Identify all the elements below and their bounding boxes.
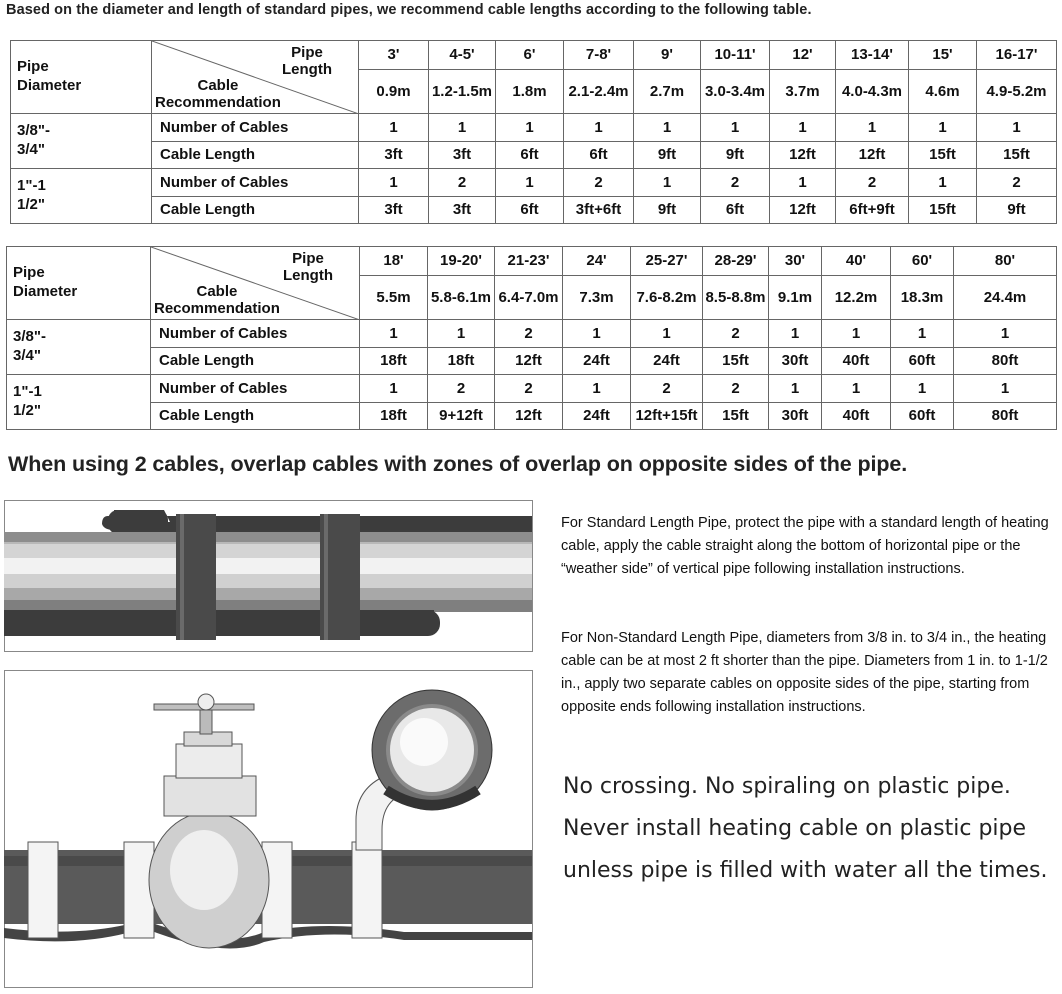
nonstandard-length-text: For Non-Standard Length Pipe, diameters from 3/8 in. to 3/4 in., the heating cable can be at most 2 ft shorter than the pipe. Diameters from 1 in. to 1-1/2 in., apply two separate cables on opposite sides of the pipe, starting from opposite ends following installation instructions.	[561, 630, 1048, 715]
cable-recommendation-cell: 2.7m	[634, 70, 701, 114]
valve-pipe-figure	[4, 670, 533, 988]
cable-length-label: Cable Length	[152, 197, 359, 224]
cable-recommendation-cell: 6.4-7.0m	[495, 276, 563, 320]
cable-length-cell: 12ft+15ft	[631, 403, 703, 430]
cable-length-cell: 18ft	[360, 348, 428, 375]
number-of-cables-cell: 1	[770, 114, 836, 142]
warning-line-2: Never install heating cable on plastic pipe	[563, 816, 1027, 841]
cable-recommendation-label	[155, 77, 281, 112]
cable-length-cell: 6ft	[496, 142, 564, 169]
cable-length-cell: 15ft	[977, 142, 1057, 169]
diameter-line-2: 3/4"	[17, 141, 45, 158]
number-of-cables-cell: 1	[909, 114, 977, 142]
cable-length-cell: 60ft	[891, 403, 954, 430]
cable-recommendation-cell: 3.7m	[770, 70, 836, 114]
pipe-diameter-cell	[11, 169, 152, 224]
diameter-line-2: 1/2"	[13, 402, 41, 419]
cable-recommendation-cell: 3.0-3.4m	[701, 70, 770, 114]
number-of-cables-cell: 1	[769, 375, 822, 403]
cable-length-cell: 12ft	[770, 142, 836, 169]
pipe-length-cell: 80'	[954, 247, 1057, 276]
cable-length-cell: 6ft+9ft	[836, 197, 909, 224]
number-of-cables-cell: 1	[701, 114, 770, 142]
cable-length-cell: 80ft	[954, 348, 1057, 375]
number-of-cables-cell: 2	[495, 320, 563, 348]
cable-table-short	[10, 40, 1057, 224]
pipe-diameter-header	[11, 41, 152, 114]
cable-length-cell: 80ft	[954, 403, 1057, 430]
pipe-length-cell: 21-23'	[495, 247, 563, 276]
pipe-length-line-2: Length	[282, 61, 332, 79]
number-of-cables-cell: 2	[836, 169, 909, 197]
pipe-length-line-1: Pipe	[292, 250, 324, 267]
cable-length-cell: 12ft	[495, 403, 563, 430]
cable-recommendation-cell: 2.1-2.4m	[564, 70, 634, 114]
number-of-cables-cell: 1	[496, 169, 564, 197]
intro-text: Based on the diameter and length of standard pipes, we recommend cable lengths according to the following table.	[6, 2, 812, 18]
number-of-cables-cell: 2	[631, 375, 703, 403]
diameter-line-1: 3/8"-	[13, 328, 46, 346]
cable-length-cell: 40ft	[822, 348, 891, 375]
pipe-diameter-line-2: Diameter	[17, 77, 82, 94]
pipe-length-cell: 7-8'	[564, 41, 634, 70]
cable-length-cell: 6ft	[564, 142, 634, 169]
cable-recommendation-cell: 0.9m	[359, 70, 429, 114]
pipe-length-cell: 24'	[563, 247, 631, 276]
diameter-line-1: 1"-1	[13, 383, 42, 401]
cable-length-cell: 18ft	[360, 403, 428, 430]
pipe-length-cell: 9'	[634, 41, 701, 70]
cable-recommendation-cell: 7.6-8.2m	[631, 276, 703, 320]
number-of-cables-cell: 1	[770, 169, 836, 197]
diameter-line-2: 1/2"	[17, 196, 45, 213]
diameter-line-1: 3/8"-	[17, 122, 50, 140]
cable-table-long	[6, 246, 1057, 430]
pipe-diameter-cell	[7, 375, 151, 430]
cable-length-cell: 15ft	[703, 348, 769, 375]
plastic-pipe-warning	[563, 766, 1061, 892]
pipe-length-cell: 13-14'	[836, 41, 909, 70]
cable-recommendation-cell: 24.4m	[954, 276, 1057, 320]
cable-length-cell: 9ft	[634, 197, 701, 224]
number-of-cables-label: Number of Cables	[152, 169, 359, 197]
diameter-line-2: 3/4"	[13, 347, 41, 364]
pipe-length-cell: 28-29'	[703, 247, 769, 276]
cable-length-cell: 3ft	[429, 142, 496, 169]
pipe-length-cell: 30'	[769, 247, 822, 276]
cable-length-cell: 6ft	[496, 197, 564, 224]
cable-recommendation-cell: 5.5m	[360, 276, 428, 320]
number-of-cables-cell: 1	[631, 320, 703, 348]
number-of-cables-cell: 1	[563, 320, 631, 348]
pipe-length-label	[283, 250, 333, 285]
pipe-diameter-header	[7, 247, 151, 320]
cable-recommendation-cell: 9.1m	[769, 276, 822, 320]
number-of-cables-cell: 1	[954, 320, 1057, 348]
cable-recommendation-cell: 7.3m	[563, 276, 631, 320]
number-of-cables-cell: 2	[428, 375, 495, 403]
pipe-length-cell: 4-5'	[429, 41, 496, 70]
cable-recommendation-cell: 5.8-6.1m	[428, 276, 495, 320]
cable-length-cell: 3ft	[359, 197, 429, 224]
pipe-length-label	[282, 44, 332, 79]
cable-recommendation-cell: 18.3m	[891, 276, 954, 320]
number-of-cables-cell: 1	[496, 114, 564, 142]
pipe-length-cell: 60'	[891, 247, 954, 276]
cable-length-label: Cable Length	[151, 348, 360, 375]
pipe-length-cell: 12'	[770, 41, 836, 70]
number-of-cables-label: Number of Cables	[151, 320, 360, 348]
cable-recommendation-cell: 12.2m	[822, 276, 891, 320]
cable-length-cell: 24ft	[631, 348, 703, 375]
warning-line-3: unless pipe is filled with water all the times.	[563, 858, 1048, 883]
pipe-length-cell: 18'	[360, 247, 428, 276]
pipe-diameter-line-1: Pipe	[13, 264, 45, 282]
number-of-cables-cell: 1	[909, 169, 977, 197]
cable-length-cell: 9ft	[977, 197, 1057, 224]
cable-length-cell: 24ft	[563, 348, 631, 375]
number-of-cables-cell: 1	[822, 320, 891, 348]
cable-length-cell: 3ft	[429, 197, 496, 224]
cable-recommendation-label	[154, 283, 280, 318]
number-of-cables-label: Number of Cables	[152, 114, 359, 142]
number-of-cables-cell: 1	[359, 114, 429, 142]
pipe-diameter-line-1: Pipe	[17, 58, 49, 76]
cable-recommendation-cell: 4.0-4.3m	[836, 70, 909, 114]
cable-recommendation-line-1: Cable	[197, 76, 239, 94]
cable-length-cell: 12ft	[495, 348, 563, 375]
cable-length-cell: 9+12ft	[428, 403, 495, 430]
cable-length-cell: 18ft	[428, 348, 495, 375]
cable-length-cell: 3ft	[359, 142, 429, 169]
cable-length-cell: 40ft	[822, 403, 891, 430]
number-of-cables-cell: 1	[429, 114, 496, 142]
number-of-cables-cell: 1	[360, 375, 428, 403]
pipe-diameter-cell	[11, 114, 152, 169]
number-of-cables-cell: 1	[977, 114, 1057, 142]
warning-line-1: No crossing. No spiraling on plastic pipe.	[563, 774, 1011, 799]
number-of-cables-label: Number of Cables	[151, 375, 360, 403]
pipe-length-cell: 19-20'	[428, 247, 495, 276]
cable-recommendation-cell: 4.9-5.2m	[977, 70, 1057, 114]
cable-length-cell: 15ft	[909, 142, 977, 169]
cable-recommendation-cell: 1.8m	[496, 70, 564, 114]
cable-recommendation-cell: 1.2-1.5m	[429, 70, 496, 114]
pipe-length-line-1: Pipe	[291, 44, 323, 61]
cable-length-cell: 30ft	[769, 348, 822, 375]
pipe-length-cell: 16-17'	[977, 41, 1057, 70]
number-of-cables-cell: 1	[836, 114, 909, 142]
number-of-cables-cell: 1	[891, 375, 954, 403]
cable-length-cell: 60ft	[891, 348, 954, 375]
pipe-length-cell: 40'	[822, 247, 891, 276]
number-of-cables-cell: 1	[634, 114, 701, 142]
number-of-cables-cell: 1	[563, 375, 631, 403]
pipe-diameter-line-2: Diameter	[13, 283, 78, 300]
number-of-cables-cell: 1	[359, 169, 429, 197]
pipe-length-cell: 15'	[909, 41, 977, 70]
cable-recommendation-line-1: Cable	[196, 282, 238, 300]
number-of-cables-cell: 2	[703, 375, 769, 403]
cable-recommendation-line-2: Recommendation	[155, 93, 281, 111]
pipe-length-cell: 25-27'	[631, 247, 703, 276]
cable-length-cell: 15ft	[909, 197, 977, 224]
number-of-cables-cell: 1	[564, 114, 634, 142]
cable-recommendation-cell: 4.6m	[909, 70, 977, 114]
number-of-cables-cell: 1	[428, 320, 495, 348]
standard-length-text: For Standard Length Pipe, protect the pipe with a standard length of heating cable, apply the cable straight along the bottom of horizontal pipe or the “weather side” of vertical pipe following installation instructions.	[561, 515, 1049, 577]
number-of-cables-cell: 2	[429, 169, 496, 197]
cable-length-cell: 15ft	[703, 403, 769, 430]
number-of-cables-cell: 2	[495, 375, 563, 403]
number-of-cables-cell: 2	[977, 169, 1057, 197]
corner-header	[152, 41, 359, 114]
cable-length-cell: 24ft	[563, 403, 631, 430]
number-of-cables-cell: 1	[891, 320, 954, 348]
number-of-cables-cell: 1	[634, 169, 701, 197]
pipe-diameter-cell	[7, 320, 151, 375]
cable-length-cell: 3ft+6ft	[564, 197, 634, 224]
pipe-length-cell: 10-11'	[701, 41, 770, 70]
cable-length-cell: 30ft	[769, 403, 822, 430]
number-of-cables-cell: 1	[360, 320, 428, 348]
diameter-line-1: 1"-1	[17, 177, 46, 195]
cable-length-cell: 9ft	[634, 142, 701, 169]
cable-length-cell: 6ft	[701, 197, 770, 224]
cable-length-cell: 9ft	[701, 142, 770, 169]
number-of-cables-cell: 2	[701, 169, 770, 197]
number-of-cables-cell: 2	[703, 320, 769, 348]
number-of-cables-cell: 1	[822, 375, 891, 403]
overlap-pipe-figure	[4, 500, 533, 652]
number-of-cables-cell: 1	[954, 375, 1057, 403]
cable-length-label: Cable Length	[151, 403, 360, 430]
cable-recommendation-line-2: Recommendation	[154, 299, 280, 317]
cable-recommendation-cell: 8.5-8.8m	[703, 276, 769, 320]
cable-length-cell: 12ft	[836, 142, 909, 169]
cable-length-label: Cable Length	[152, 142, 359, 169]
pipe-length-cell: 6'	[496, 41, 564, 70]
cable-length-cell: 12ft	[770, 197, 836, 224]
pipe-length-line-2: Length	[283, 267, 333, 285]
corner-header	[151, 247, 360, 320]
number-of-cables-cell: 2	[564, 169, 634, 197]
number-of-cables-cell: 1	[769, 320, 822, 348]
overlap-heading: When using 2 cables, overlap cables with zones of overlap on opposite sides of the pipe.	[8, 452, 908, 476]
pipe-length-cell: 3'	[359, 41, 429, 70]
